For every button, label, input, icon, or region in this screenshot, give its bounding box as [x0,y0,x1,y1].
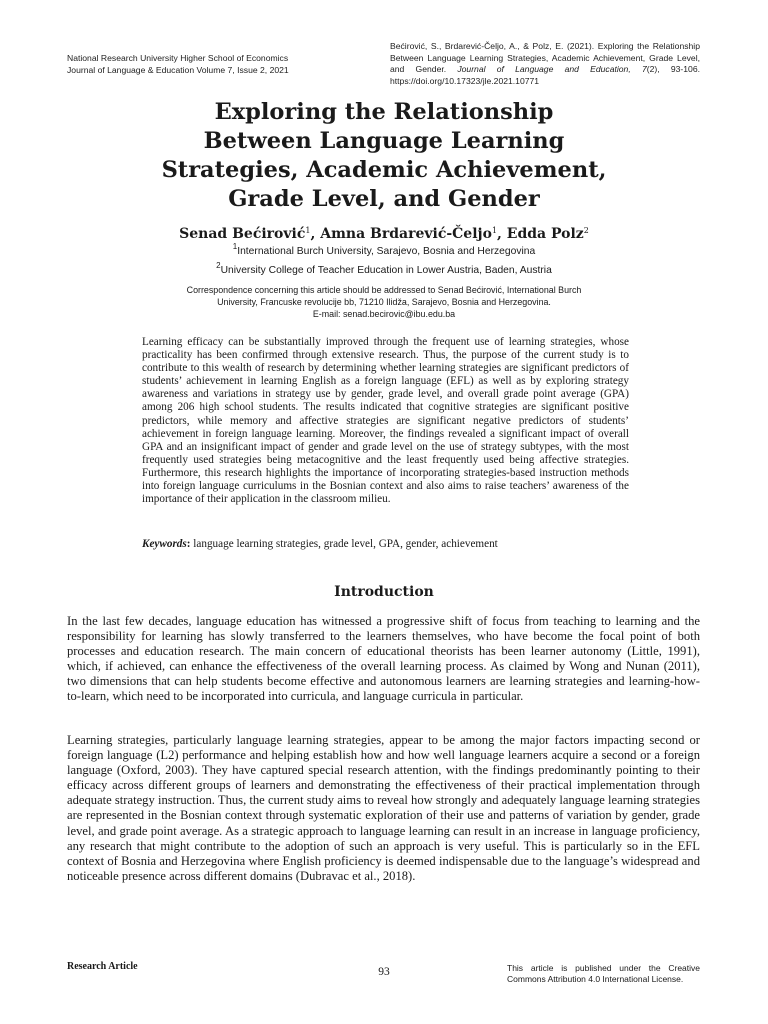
journal-volume-line: Journal of Language & Education Volume 7, Issue 2, 2021 [67,64,289,75]
title-line: Between Language Learning [203,128,565,154]
abstract: Learning efficacy can be substantially improved through the frequent use of learning strategies, whose practicality has been confirmed through extensive research. Thus, the purpose of the current study is to contribute to this wealth of research by determining whether learning strategies are significant predictors of students’ achievement in learning English as a foreign language (EFL) as well as by exploring strategy awareness and variations in strategy use by gender, grade level, and overall grade point average (GPA) among 206 high school students. The results indicated that cognitive strategies are significant positive predictors, while memory and affective strategies are significant negative predictors of students’ achievement in foreign language learning. Moreover, the findings revealed a significant impact of overall GPA and an insignificant impact of gender and grade level on the use of strategy subtypes, with the most frequently used strategies being metacognitive and the least frequently used being affective strategies. Furthermore, this research highlights the importance of incorporating strategies-based instruction methods into foreign language curriculums in the Bosnian context and also aims to raise teachers’ awareness of the importance of their application in the classroom milieu. [142,336,629,506]
affiliation-text: International Burch University, Sarajevo, Bosnia and Herzegovina [237,246,536,257]
citation-block [390,41,700,87]
title-line: Grade Level, and Gender [228,186,540,212]
title-line: Exploring the Relationship [214,99,554,125]
license-note: This article is published under the Creative Commons Attribution 4.0 International License. [507,963,700,984]
author-affiliation-marker: 1 [491,226,498,235]
author-separator: , [497,226,507,242]
title-line: Strategies, Academic Achievement, [161,157,607,183]
author-separator: , [310,226,321,242]
author-affiliation-marker: 1 [305,226,311,235]
keywords-text: language learning strategies, grade level, GPA, gender, achievement [193,538,498,550]
journal-header [67,53,357,76]
affiliation-marker: 2 [216,261,221,270]
affiliation-text: University College of Teacher Education in Lower Austria, Baden, Austria [220,265,552,276]
citation-text: Bećirović, S., Brdarević-Čeljo, A., & Polz, E. (2021). Exploring the Relationship Between Language Learning Strategies, Academic Achievement, Grade Level, and Gender. [390,41,700,75]
author-list [100,225,668,243]
keywords-label: Keywords [142,538,187,550]
affiliation [100,242,668,258]
author-name: Senad Bećirović [179,226,306,242]
correspondence-note [140,285,628,320]
article-title [100,98,668,214]
correspondence-line: University, Francuske revolucije bb, 71210 Ilidža, Sarajevo, Bosnia and Herzegovina. [217,296,551,307]
publisher-line: National Research University Higher School of Economics [67,53,289,63]
section-heading: Introduction [334,584,434,600]
affiliation-marker: 1 [232,242,238,251]
author-affiliation-marker: 2 [583,226,589,235]
correspondence-line: Correspondence concerning this article should be addressed to Senad Bećirović, International Burch [186,285,582,295]
citation-issue-doi: (2), 93-106. https://doi.org/10.17323/jle.2021.10771 [390,64,700,86]
correspondence-email: E-mail: senad.becirovic@ibu.edu.ba [312,308,456,319]
article-type: Research Article [67,961,138,972]
author-name: Amna Brdarević-Čeljo [320,226,492,242]
author-name: Edda Polz [506,226,584,242]
body-paragraph: Learning strategies, particularly language learning strategies, appear to be among the major factors impacting second or foreign language (L2) performance and helping establish how and how well language learners acquire a second or a foreign language (Oxford, 2003). They have captured special research attention, with the findings predominantly pointing to their efficacy across different groups of learners and demonstrating the effectiveness of their practical implementation through adequate strategy instruction. Thus, the current study aims to reveal how strongly and adequately language learning strategies are represented in the Bosnian context through systematic exploration of their use and patterns of variation by gender, grade level, and grade point average. As a strategic approach to language learning can result in an increase in language proficiency, any research that might contribute to the adoption of such an approach is very useful. This is particularly so in the EFL context of Bosnia and Herzegovina where English proficiency is deemed indispensable due to the language’s widespread and noticeable presence across different domains (Dubravac et al., 2018). [67,733,700,883]
body-paragraph: In the last few decades, language education has witnessed a progressive shift of focus from teaching to learning and the responsibility for learning has slowly transferred to the learners themselves, who have become the focal point of both processes and education research. The main concern of educational theorists has been learner autonomy (Little, 1991), which, if achieved, can enhance the effectiveness of the overall learning process. As claimed by Wong and Nunan (2011), two dimensions that can help students become effective and autonomous learners are learning strategies and learning-how-to-learn, which need to be incorporated into curricula, and language curricula in particular. [67,614,700,704]
affiliation [100,261,668,277]
citation-journal: Journal of Language and Education, 7 [457,64,647,75]
page-number: 93 [378,966,390,978]
keywords: Keywords: language learning strategies, grade level, GPA, gender, achievement [142,538,498,550]
